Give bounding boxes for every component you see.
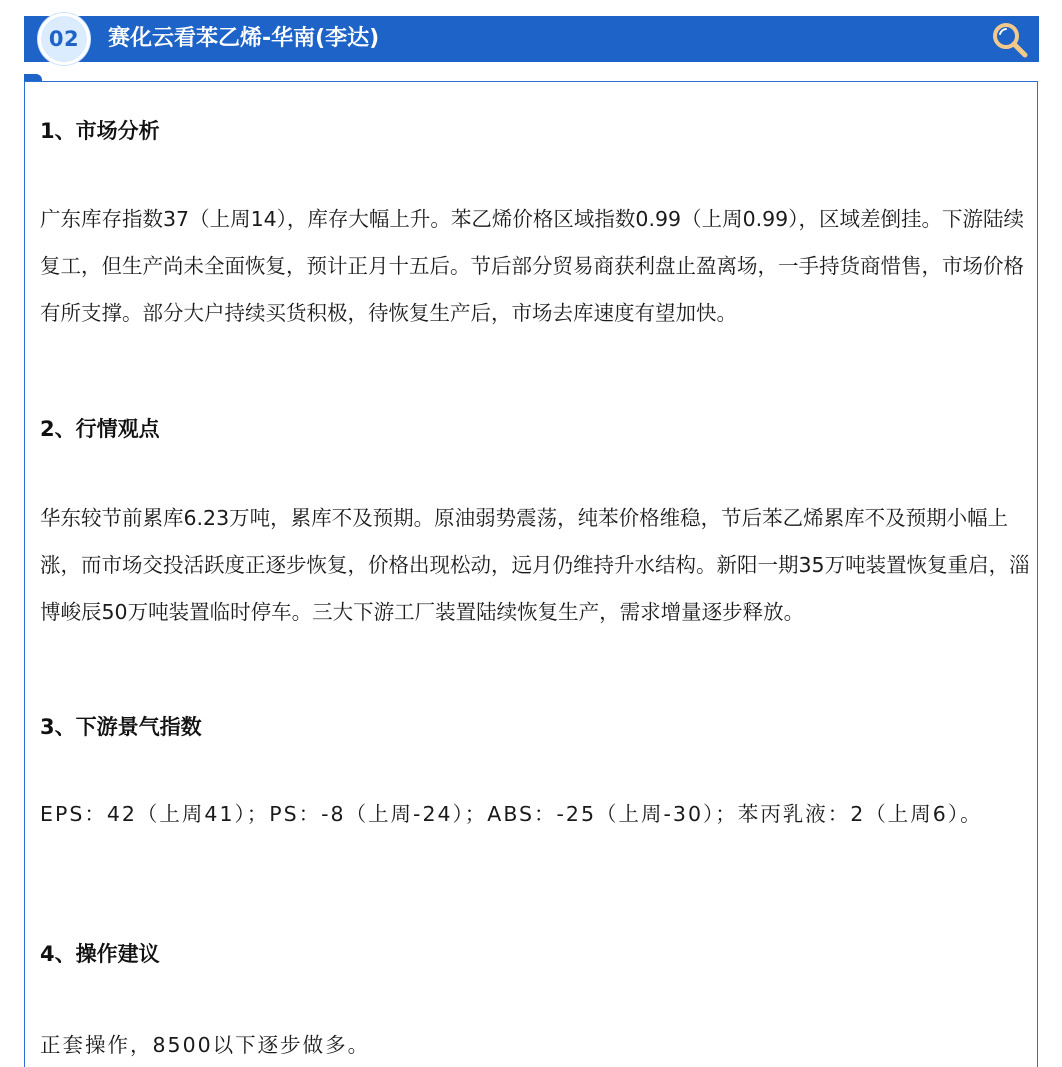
section-paragraph-market-analysis: 广东库存指数37（上周14），库存大幅上升。苯乙烯价格区域指数0.99（上周0.99），区域差倒挂。下游陆续复工，但生产尚未全面恢复，预计正月十五后。节后部分贸易商获利盘止盈离场，一手持货商惜售，市场价格有所支撑。部分大户持续买货积极，待恢复生产后，市场去库速度有望加快。 (40, 207, 1024, 325)
section-number-badge (38, 13, 90, 65)
section-paragraph-downstream-index: EPS：42（上周41）；PS：-8（上周-24）；ABS：-25（上周-30）；苯丙乳液：2（上周6）。 (40, 802, 983, 826)
section-heading-market-analysis: 1、市场分析 (40, 119, 160, 143)
search-icon[interactable] (990, 20, 1030, 60)
section-heading-market-view: 2、行情观点 (40, 417, 160, 441)
section-heading-downstream-index: 3、下游景气指数 (40, 715, 202, 739)
section-paragraph-operation-advice: 正套操作，8500以下逐步做多。 (40, 1033, 371, 1057)
section-number: 02 (48, 27, 80, 51)
section-heading-operation-advice: 4、操作建议 (40, 942, 160, 966)
page-title: 赛化云看苯乙烯-华南(李达) (108, 26, 380, 51)
section-paragraph-market-view: 华东较节前累库6.23万吨，累库不及预期。原油弱势震荡，纯苯价格维稳，节后苯乙烯累库不及预期小幅上涨，而市场交投活跃度正逐步恢复，价格出现松动，远月仍维持升水结构。新阳一期35万吨装置恢复重启，淄博峻辰50万吨装置临时停车。三大下游工厂装置陆续恢复生产，需求增量逐步释放。 (40, 506, 1030, 624)
